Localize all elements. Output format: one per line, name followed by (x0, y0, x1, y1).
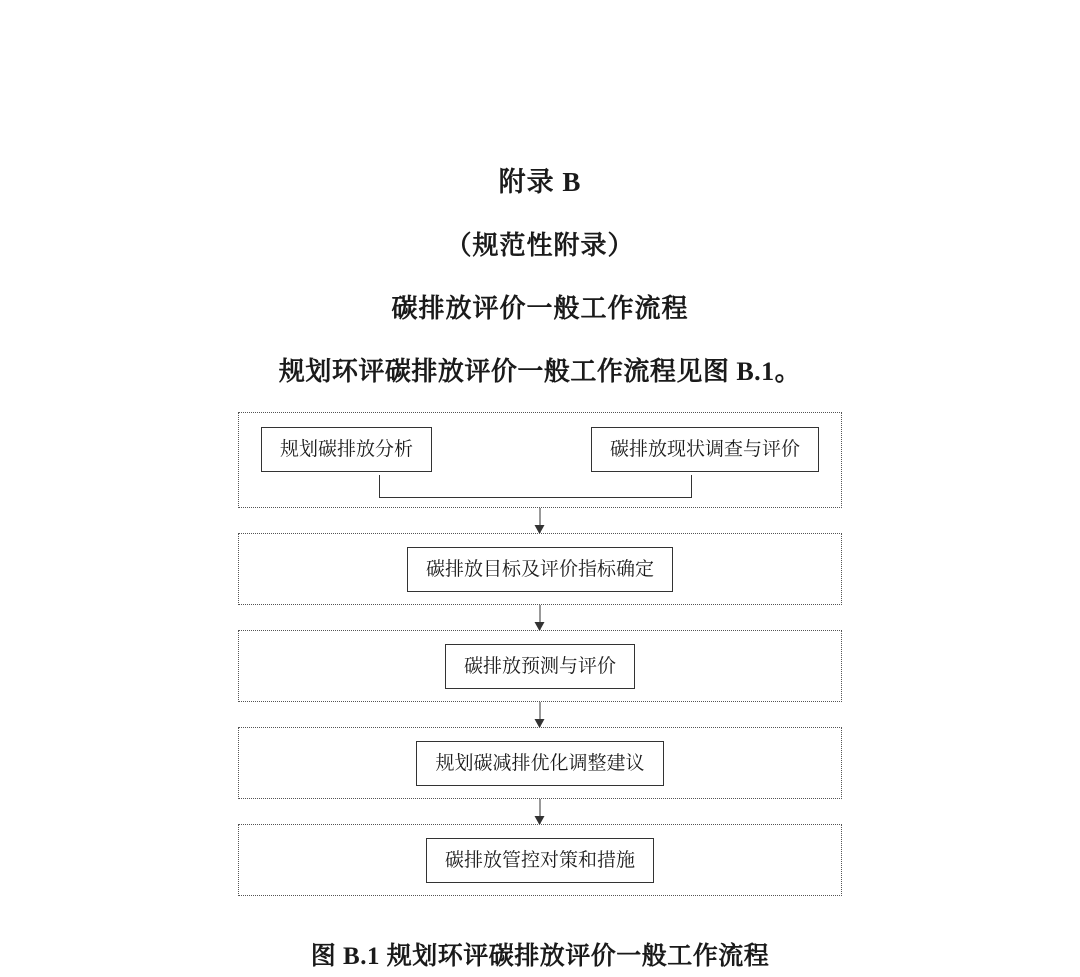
arrow-row4-to-row5 (540, 799, 541, 824)
flow-node-current-status-survey[interactable]: 碳排放现状调查与评价 (591, 427, 819, 472)
connector-right-stem (691, 475, 692, 497)
flow-band-row-3 (238, 630, 842, 702)
flow-node-prediction-and-evaluation[interactable]: 碳排放预测与评价 (445, 644, 635, 689)
normative-label: （规范性附录） (445, 231, 635, 260)
connector-left-stem (379, 475, 380, 497)
appendix-label: 附录 B (498, 167, 582, 197)
flow-node-planning-carbon-analysis[interactable]: 规划碳排放分析 (261, 427, 432, 472)
heading-block (0, 0, 1080, 388)
figure-caption: 图 B.1 规划环评碳排放评价一般工作流程 (310, 943, 770, 970)
arrow-row3-to-row4 (540, 702, 541, 727)
arrow-row1-to-row2 (540, 508, 541, 533)
flow-band-row-2 (238, 533, 842, 605)
flowchart (238, 412, 842, 896)
connector-horizontal-join (379, 497, 692, 498)
flow-band-row-5 (238, 824, 842, 896)
flow-node-control-measures[interactable]: 碳排放管控对策和措施 (426, 838, 654, 883)
section-title: 碳排放评价一般工作流程 (391, 294, 689, 323)
flow-row-1-nodes (239, 427, 841, 472)
arrow-row2-to-row3 (540, 605, 541, 630)
flow-band-row-1 (238, 412, 842, 508)
flow-band-row-4 (238, 727, 842, 799)
flow-node-target-and-indicators[interactable]: 碳排放目标及评价指标确定 (407, 547, 673, 592)
flow-node-optimization-suggestions[interactable]: 规划碳减排优化调整建议 (416, 741, 663, 786)
lead-paragraph: 规划环评碳排放评价一般工作流程见图 B.1。 (278, 357, 802, 386)
